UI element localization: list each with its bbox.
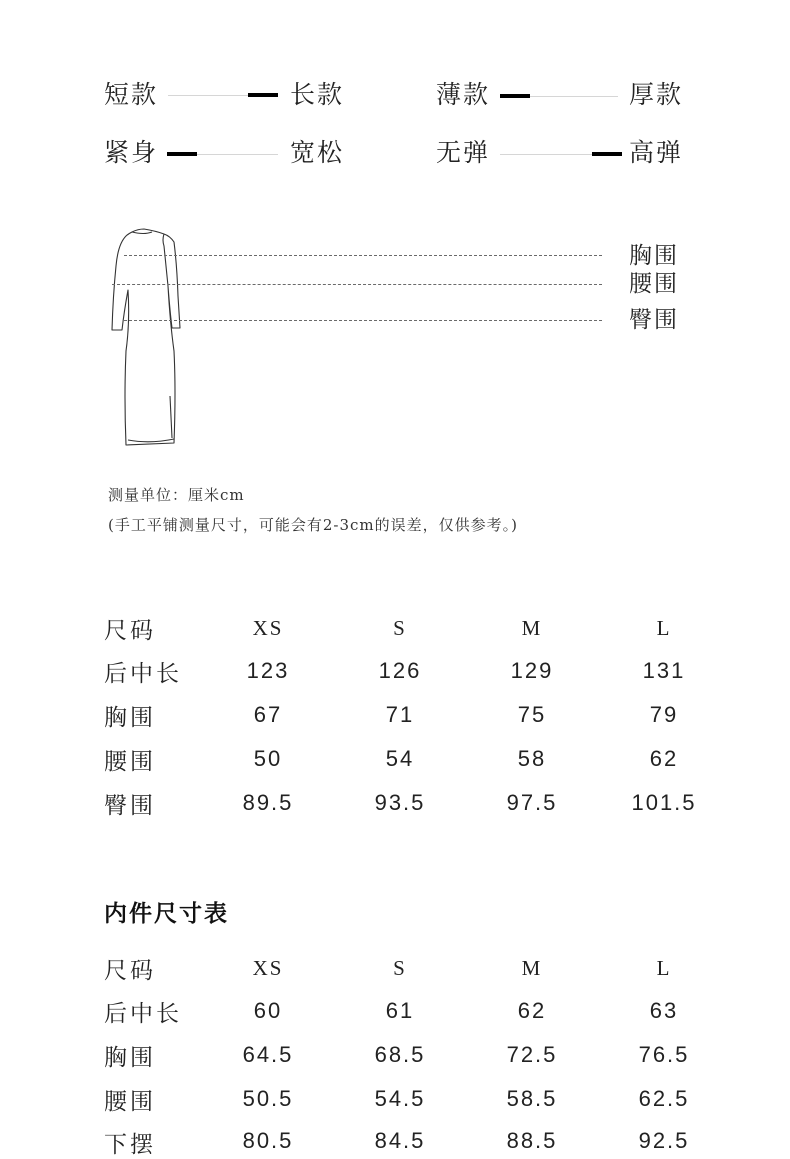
size-header-label: 尺码 <box>104 958 156 984</box>
chest-measure-line <box>124 255 602 256</box>
table-cell: 101.5 <box>631 790 697 815</box>
size-header-s: S <box>393 616 407 640</box>
row-label: 后中长 <box>104 1001 182 1027</box>
waist-measure-line <box>112 284 602 285</box>
attr-thickness-marker <box>500 94 530 98</box>
table-cell: 68.5 <box>374 1042 426 1067</box>
attr-fit-marker <box>167 152 197 156</box>
table-cell: 123 <box>246 658 290 683</box>
dress-outline-icon <box>104 226 194 450</box>
table-cell: 58 <box>517 746 547 771</box>
table-cell: 64.5 <box>242 1042 294 1067</box>
row-label: 腰围 <box>104 749 156 775</box>
table-cell: 62.5 <box>638 1086 690 1111</box>
attr-thickness-right-label: 厚款 <box>629 80 684 109</box>
table-cell: 89.5 <box>242 790 294 815</box>
table-cell: 54.5 <box>374 1086 426 1111</box>
size-header-l: L <box>656 956 672 980</box>
row-label: 胸围 <box>104 1045 156 1071</box>
table-cell: 62 <box>649 746 679 771</box>
table-cell: 129 <box>510 658 554 683</box>
attr-elasticity-left-label: 无弹 <box>436 138 491 167</box>
table-cell: 50 <box>253 746 283 771</box>
table-cell: 72.5 <box>506 1042 558 1067</box>
size-header-s: S <box>393 956 407 980</box>
chest-label: 胸围 <box>629 243 679 269</box>
attr-length-right-label: 长款 <box>290 80 345 109</box>
table-cell: 75 <box>517 702 547 727</box>
attr-fit-left-label: 紧身 <box>104 138 159 167</box>
table-cell: 58.5 <box>506 1086 558 1111</box>
table-cell: 71 <box>385 702 415 727</box>
inner-table-title: 内件尺寸表 <box>104 901 229 927</box>
size-header-l: L <box>656 616 672 640</box>
table-cell: 50.5 <box>242 1086 294 1111</box>
waist-label: 腰围 <box>629 271 679 297</box>
size-header-label: 尺码 <box>104 618 156 644</box>
hip-label: 臀围 <box>629 307 679 333</box>
table-cell: 93.5 <box>374 790 426 815</box>
row-label: 胸围 <box>104 705 156 731</box>
table-cell: 79 <box>649 702 679 727</box>
row-label: 下摆 <box>104 1132 156 1158</box>
row-label: 腰围 <box>104 1089 156 1115</box>
table-cell: 54 <box>385 746 415 771</box>
row-label: 臀围 <box>104 793 156 819</box>
attr-elasticity-right-label: 高弹 <box>629 138 684 167</box>
hip-measure-line <box>124 320 602 321</box>
table-cell: 62 <box>517 998 547 1023</box>
size-header-xs: XS <box>252 956 284 980</box>
size-header-m: M <box>521 956 543 980</box>
table-cell: 67 <box>253 702 283 727</box>
attr-elasticity-marker <box>592 152 622 156</box>
table-cell: 63 <box>649 998 679 1023</box>
table-cell: 80.5 <box>242 1128 294 1153</box>
size-header-xs: XS <box>252 616 284 640</box>
table-cell: 61 <box>385 998 415 1023</box>
table-cell: 88.5 <box>506 1128 558 1153</box>
table-cell: 97.5 <box>506 790 558 815</box>
attr-fit-right-label: 宽松 <box>290 138 345 167</box>
attr-length-left-label: 短款 <box>104 80 159 109</box>
table-cell: 126 <box>378 658 422 683</box>
attr-thickness-left-label: 薄款 <box>436 80 491 109</box>
table-cell: 84.5 <box>374 1128 426 1153</box>
attr-length-marker <box>248 93 278 97</box>
table-cell: 92.5 <box>638 1128 690 1153</box>
table-cell: 76.5 <box>638 1042 690 1067</box>
size-header-m: M <box>521 616 543 640</box>
measure-unit-note: 测量单位：厘米cm <box>108 486 245 504</box>
row-label: 后中长 <box>104 661 182 687</box>
table-cell: 131 <box>642 658 686 683</box>
table-cell: 60 <box>253 998 283 1023</box>
measure-disclaimer-note: (手工平铺测量尺寸，可能会有2-3cm的误差，仅供参考。) <box>108 516 518 534</box>
